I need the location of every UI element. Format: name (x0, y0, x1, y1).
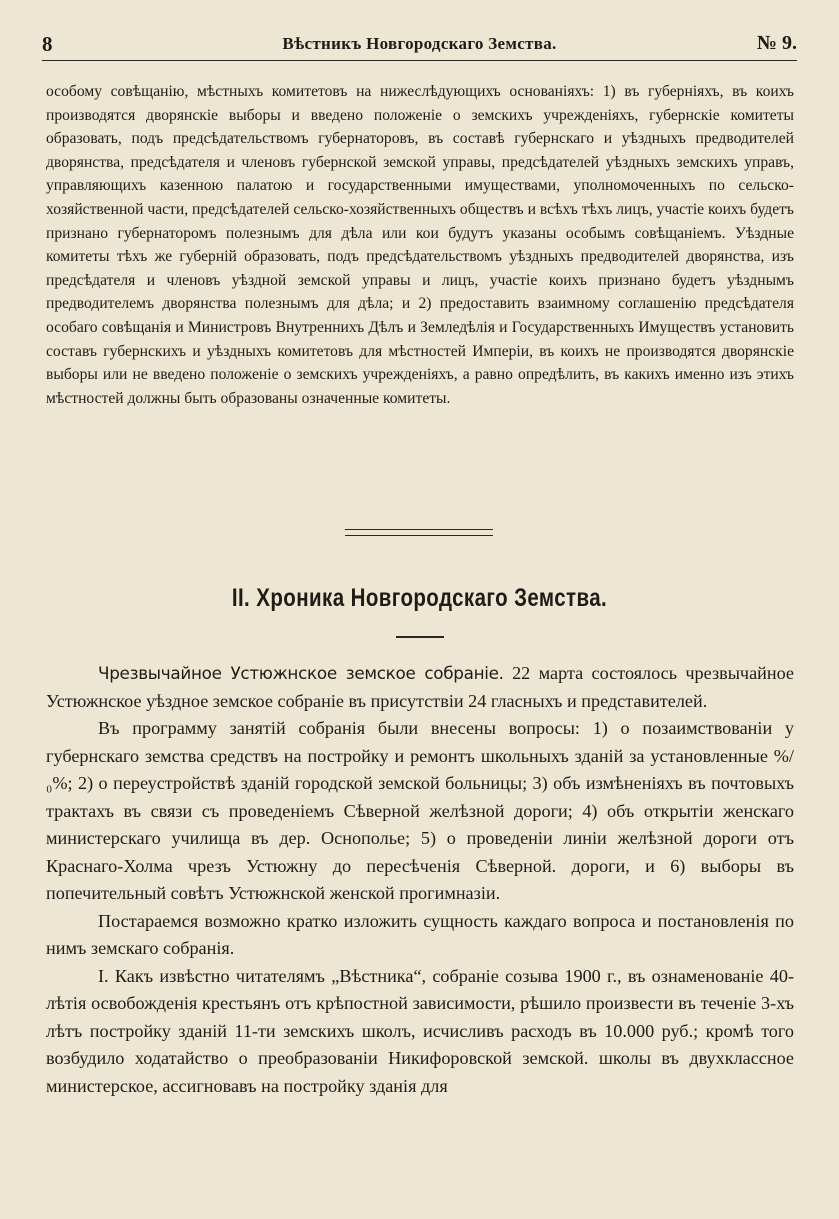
chronicle-paragraph-3: Постараемся возможно кратко изложить сущность каждаго вопроса и постановленія по нимъ земскаго собранія. (46, 910, 794, 958)
chronicle-paragraph-1 (46, 660, 794, 715)
issue-number: № 9. (756, 32, 797, 54)
chronicle-paragraph-4: I. Какъ извѣстно читателямъ „Вѣстника“, собраніе созыва 1900 г., въ ознаменованіе 40-лѣтія освобожденія крестьянъ отъ крѣпостной зависимости, рѣшило произвести въ теченіе 3-хъ лѣтъ постройку зданій 11-ти земскихъ школъ, исчисливъ расходъ въ 10.000 руб.; кромѣ того возбудило ходатайство о преобразованіи Никифоровской земской. школы въ двухклассное министерское, ассигновавъ на постройку зданія для (46, 965, 794, 1096)
section-title: II. Хроника Новгородскаго Земства. (231, 584, 608, 612)
chronicle-paragraph-1-body: 22 марта состоялось чрезвычайное Устюжнское уѣздное земское собраніе въ присутствіи 24 гласныхъ и представителей. (46, 663, 795, 711)
journal-title: Вѣстникъ Новгородскаго Земства. (282, 34, 557, 53)
page-number: 8 (42, 32, 53, 56)
section-divider (345, 529, 493, 536)
previous-article-text (46, 80, 794, 410)
running-header (42, 30, 797, 61)
chronicle-caption: Чрезвычайное Устюжнское земское собраніе. (98, 663, 504, 683)
chronicle-text (46, 660, 794, 1100)
title-underline (396, 636, 444, 638)
previous-article-paragraph: особому совѣщанію, мѣстныхъ комитетовъ на нижеслѣдующихъ основаніяхъ: 1) въ губерніяхъ, въ коихъ производятся дворянскіе выборы и введено положеніе о земскихъ учрежденіяхъ, губернскіе комитеты образовать, подъ предсѣдательствомъ губернаторовъ, въ составѣ губернскаго и уѣздныхъ предводителей дворянства, предсѣдателя и членовъ губернской земской управы, предсѣдателей уѣздныхъ земскихъ управъ, управляющихъ казенною палатою и государственными имуществами, уполномоченныхъ по сельско-хозяйственной части, предсѣдателей сельско-хозяйственныхъ обществъ и всѣхъ тѣхъ лицъ, участіе коихъ будетъ признано губернаторомъ полезнымъ для дѣла или кои будутъ указаны особымъ совѣщаніемъ. Уѣздные комитеты тѣхъ же губерній образовать, подъ предсѣдательствомъ уѣздныхъ предводителей дворянства, изъ предсѣдателя и членовъ уѣздной земской управы и лицъ, участіе коихъ признано будетъ уѣзднымъ предводителемъ дворянства полезнымъ для дѣла; и 2) предоставить взаимному соглашенію предсѣдателя особаго совѣщанія и Министровъ Внутреннихъ Дѣлъ и Земледѣлія и Государственныхъ Имуществъ установить составъ губернскихъ и уѣздныхъ комитетовъ для мѣстностей Имперіи, въ коихъ не производятся дворянскіе выборы или не введено положеніе о земскихъ учрежденіяхъ, а равно опредѣлить, въ какихъ именно изъ этихъ мѣстностей должны быть образованы означенные комитеты. (46, 83, 794, 407)
chronicle-paragraph-2: Въ программу занятій собранія были внесены вопросы: 1) о позаимствованіи у губернскаго земства средствъ на постройку и ремонтъ школьныхъ зданій за установленные %/₀%; 2) о переустройствѣ зданій городской земской больницы; 3) объ измѣненіяхъ въ почтовыхъ трактахъ въ связи съ проведеніемъ Сѣверной желѣзной дороги; 4) объ открытіи женскаго министерскаго училища въ дер. Оснополье; 5) о проведеніи линіи желѣзной дороги отъ Краснаго-Холма чрезъ Устюжну до пересѣченія Сѣверной. дороги, и 6) выборы въ попечительный совѣтъ Устюжнской женской прогимназіи. (46, 718, 794, 903)
